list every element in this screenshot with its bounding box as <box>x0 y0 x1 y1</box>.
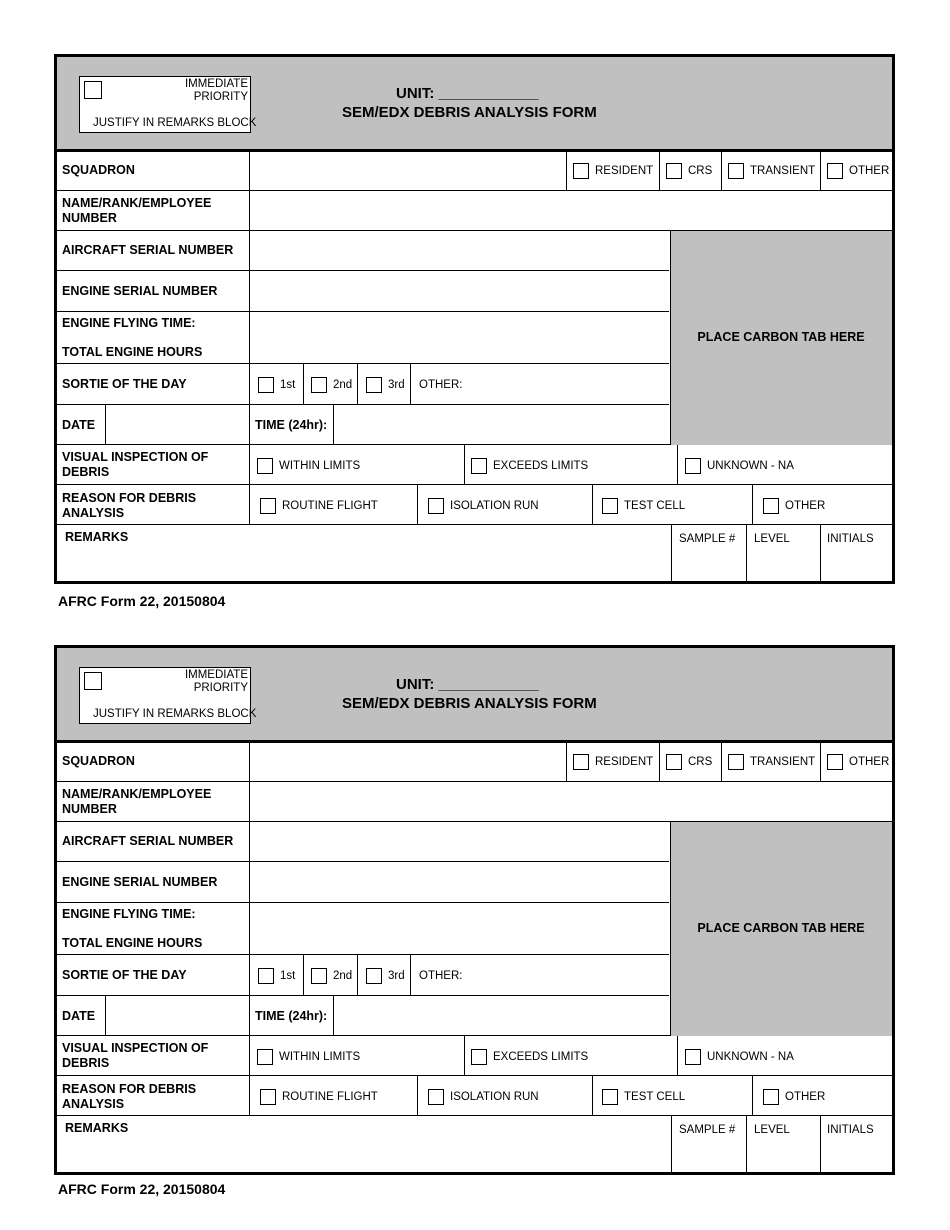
unknown-na-label: UNKNOWN - NA <box>707 1051 794 1063</box>
divider <box>410 955 411 996</box>
engine-hours-input[interactable] <box>251 904 669 954</box>
divider <box>303 955 304 996</box>
resident-label: RESIDENT <box>595 165 654 177</box>
form-title: SEM/EDX DEBRIS ANALYSIS FORM <box>342 104 597 121</box>
test-cell-checkbox[interactable] <box>602 498 618 514</box>
divider <box>333 404 334 445</box>
crs-label: CRS <box>688 165 713 177</box>
divider <box>303 364 304 405</box>
isolation-run-label: ISOLATION RUN <box>450 500 539 512</box>
divider <box>57 861 669 862</box>
divider <box>677 1035 678 1076</box>
engine-serial-label: ENGINE SERIAL NUMBER <box>62 875 218 889</box>
divider <box>410 364 411 405</box>
squadron-other-checkbox[interactable] <box>827 754 843 770</box>
divider <box>820 524 821 582</box>
squadron-input[interactable] <box>251 151 565 190</box>
immediate-label: IMMEDIATE <box>184 669 248 681</box>
divider <box>464 1035 465 1076</box>
immediate-priority-checkbox[interactable] <box>84 672 102 690</box>
form-title: SEM/EDX DEBRIS ANALYSIS FORM <box>342 695 597 712</box>
reason-label: REASON FOR DEBRIS ANALYSIS <box>62 1082 197 1111</box>
divider <box>57 363 669 364</box>
debris-form-1 <box>54 54 895 584</box>
divider <box>417 484 418 525</box>
justify-label: JUSTIFY IN REMARKS BLOCK <box>93 117 257 129</box>
name-rank-input[interactable] <box>251 783 891 821</box>
sortie-label: SORTIE OF THE DAY <box>62 968 187 982</box>
divider <box>671 524 672 582</box>
name-rank-label: NAME/RANK/EMPLOYEE NUMBER <box>62 196 212 225</box>
exceeds-limits-checkbox[interactable] <box>471 458 487 474</box>
level-label: LEVEL <box>754 533 790 545</box>
divider <box>820 1115 821 1173</box>
reason-other-checkbox[interactable] <box>763 1089 779 1105</box>
divider <box>592 1075 593 1116</box>
exceeds-limits-label: EXCEEDS LIMITS <box>493 1051 589 1063</box>
immediate-priority-checkbox[interactable] <box>84 81 102 99</box>
test-cell-checkbox[interactable] <box>602 1089 618 1105</box>
divider <box>57 190 892 191</box>
unknown-na-checkbox[interactable] <box>685 458 701 474</box>
time-input[interactable] <box>335 406 669 444</box>
resident-label: RESIDENT <box>595 756 654 768</box>
transient-label: TRANSIENT <box>750 756 816 768</box>
divider <box>57 270 669 271</box>
reason-label: REASON FOR DEBRIS ANALYSIS <box>62 491 197 520</box>
transient-label: TRANSIENT <box>750 165 816 177</box>
divider <box>105 995 106 1036</box>
carbon-tab-label: PLACE CARBON TAB HERE <box>697 921 865 935</box>
routine-flight-label: ROUTINE FLIGHT <box>282 1091 378 1103</box>
sortie-1st-label: 1st <box>280 970 296 982</box>
engine-flying-time-label: ENGINE FLYING TIME: <box>62 316 196 330</box>
time-label: TIME (24hr): <box>255 418 328 432</box>
engine-serial-label: ENGINE SERIAL NUMBER <box>62 284 218 298</box>
sortie-3rd-label: 3rd <box>388 970 405 982</box>
divider <box>105 404 106 445</box>
immediate-label: IMMEDIATE <box>184 78 248 90</box>
divider <box>57 954 669 955</box>
remarks-input[interactable] <box>57 1136 670 1172</box>
sortie-1st-checkbox[interactable] <box>258 968 274 984</box>
priority-label: PRIORITY <box>193 682 248 694</box>
unit-title: UNIT: ____________ <box>396 85 539 102</box>
divider <box>57 311 669 312</box>
name-rank-label: NAME/RANK/EMPLOYEE NUMBER <box>62 787 212 816</box>
unknown-na-checkbox[interactable] <box>685 1049 701 1065</box>
squadron-other-checkbox[interactable] <box>827 163 843 179</box>
reason-other-label: OTHER <box>785 1091 826 1103</box>
justify-label: JUSTIFY IN REMARKS BLOCK <box>93 708 257 720</box>
divider <box>721 150 722 191</box>
exceeds-limits-checkbox[interactable] <box>471 1049 487 1065</box>
resident-checkbox[interactable] <box>573 163 589 179</box>
transient-checkbox[interactable] <box>728 163 744 179</box>
divider <box>592 484 593 525</box>
sortie-2nd-checkbox[interactable] <box>311 377 327 393</box>
exceeds-limits-label: EXCEEDS LIMITS <box>493 460 589 472</box>
time-label: TIME (24hr): <box>255 1009 328 1023</box>
level-label: LEVEL <box>754 1124 790 1136</box>
squadron-label: SQUADRON <box>62 163 135 177</box>
within-limits-checkbox[interactable] <box>257 1049 273 1065</box>
divider <box>357 955 358 996</box>
divider <box>57 902 669 903</box>
engine-serial-input[interactable] <box>251 272 669 311</box>
debris-form-2 <box>54 645 895 1175</box>
form-footer-1: AFRC Form 22, 20150804 <box>58 593 226 609</box>
divider <box>721 741 722 782</box>
divider <box>249 150 250 525</box>
crs-checkbox[interactable] <box>666 163 682 179</box>
sortie-2nd-checkbox[interactable] <box>311 968 327 984</box>
divider <box>659 150 660 191</box>
divider <box>677 444 678 485</box>
date-label: DATE <box>62 418 96 432</box>
sortie-2nd-label: 2nd <box>333 970 353 982</box>
date-input[interactable] <box>107 406 249 444</box>
date-input[interactable] <box>107 997 249 1035</box>
sortie-3rd-label: 3rd <box>388 379 405 391</box>
sortie-other-input[interactable] <box>462 956 669 995</box>
test-cell-label: TEST CELL <box>624 500 686 512</box>
divider <box>671 1115 672 1173</box>
within-limits-label: WITHIN LIMITS <box>279 460 361 472</box>
squadron-other-label: OTHER <box>849 165 890 177</box>
sample-number-label: SAMPLE # <box>679 1124 736 1136</box>
squadron-label: SQUADRON <box>62 754 135 768</box>
divider <box>566 150 567 191</box>
initials-label: INITIALS <box>827 1124 874 1136</box>
divider <box>820 150 821 191</box>
within-limits-checkbox[interactable] <box>257 458 273 474</box>
divider <box>746 524 747 582</box>
crs-label: CRS <box>688 756 713 768</box>
reason-other-checkbox[interactable] <box>763 498 779 514</box>
remarks-label: REMARKS <box>65 1121 129 1135</box>
divider <box>357 364 358 405</box>
routine-flight-checkbox[interactable] <box>260 1089 276 1105</box>
visual-inspection-label: VISUAL INSPECTION OF DEBRIS <box>62 1041 209 1070</box>
sample-number-label: SAMPLE # <box>679 533 736 545</box>
divider <box>249 741 250 1116</box>
reason-other-label: OTHER <box>785 500 826 512</box>
aircraft-serial-label: AIRCRAFT SERIAL NUMBER <box>62 834 234 848</box>
name-rank-input[interactable] <box>251 192 891 230</box>
sortie-other-input[interactable] <box>462 365 669 404</box>
total-engine-hours-label: TOTAL ENGINE HOURS <box>62 345 203 359</box>
sortie-3rd-checkbox[interactable] <box>366 968 382 984</box>
divider <box>57 1075 892 1076</box>
divider <box>417 1075 418 1116</box>
aircraft-serial-label: AIRCRAFT SERIAL NUMBER <box>62 243 234 257</box>
sortie-1st-label: 1st <box>280 379 296 391</box>
divider <box>820 741 821 782</box>
crs-checkbox[interactable] <box>666 754 682 770</box>
isolation-run-checkbox[interactable] <box>428 1089 444 1105</box>
transient-checkbox[interactable] <box>728 754 744 770</box>
aircraft-serial-input[interactable] <box>251 823 669 861</box>
divider <box>57 1115 892 1116</box>
divider <box>659 741 660 782</box>
divider <box>566 741 567 782</box>
test-cell-label: TEST CELL <box>624 1091 686 1103</box>
routine-flight-label: ROUTINE FLIGHT <box>282 500 378 512</box>
divider <box>57 484 892 485</box>
date-label: DATE <box>62 1009 96 1023</box>
divider <box>464 444 465 485</box>
sortie-other-label: OTHER: <box>419 379 463 391</box>
divider <box>57 995 669 996</box>
divider <box>752 484 753 525</box>
form-footer-2: AFRC Form 22, 20150804 <box>58 1181 226 1197</box>
sortie-2nd-label: 2nd <box>333 379 353 391</box>
isolation-run-checkbox[interactable] <box>428 498 444 514</box>
squadron-input[interactable] <box>251 742 565 781</box>
carbon-tab-label: PLACE CARBON TAB HERE <box>697 330 865 344</box>
engine-flying-time-label: ENGINE FLYING TIME: <box>62 907 196 921</box>
divider <box>752 1075 753 1116</box>
isolation-run-label: ISOLATION RUN <box>450 1091 539 1103</box>
within-limits-label: WITHIN LIMITS <box>279 1051 361 1063</box>
routine-flight-checkbox[interactable] <box>260 498 276 514</box>
priority-label: PRIORITY <box>193 91 248 103</box>
sortie-label: SORTIE OF THE DAY <box>62 377 187 391</box>
engine-serial-input[interactable] <box>251 863 669 902</box>
initials-label: INITIALS <box>827 533 874 545</box>
squadron-other-label: OTHER <box>849 756 890 768</box>
total-engine-hours-label: TOTAL ENGINE HOURS <box>62 936 203 950</box>
aircraft-serial-input[interactable] <box>251 232 669 270</box>
sortie-1st-checkbox[interactable] <box>258 377 274 393</box>
sortie-other-label: OTHER: <box>419 970 463 982</box>
visual-inspection-label: VISUAL INSPECTION OF DEBRIS <box>62 450 209 479</box>
divider <box>57 404 669 405</box>
divider <box>746 1115 747 1173</box>
remarks-input[interactable] <box>57 545 670 581</box>
resident-checkbox[interactable] <box>573 754 589 770</box>
unit-title: UNIT: ____________ <box>396 676 539 693</box>
remarks-label: REMARKS <box>65 530 129 544</box>
sortie-3rd-checkbox[interactable] <box>366 377 382 393</box>
time-input[interactable] <box>335 997 669 1035</box>
divider <box>57 524 892 525</box>
unknown-na-label: UNKNOWN - NA <box>707 460 794 472</box>
divider <box>333 995 334 1036</box>
divider <box>57 781 892 782</box>
engine-hours-input[interactable] <box>251 313 669 363</box>
